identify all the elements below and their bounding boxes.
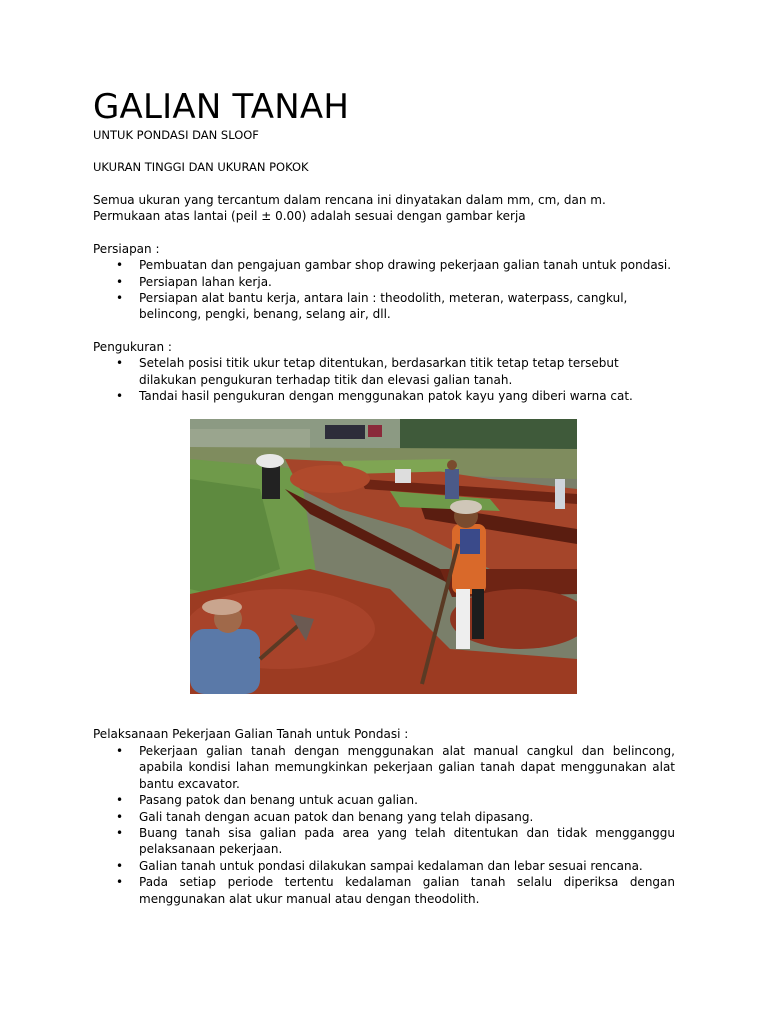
list-item: • Pada setiap periode tertentu kedalaman galian tanah selalu diperiksa dengan menggunakan alat ukur manual atau dengan theodolith. <box>116 875 675 906</box>
list-item: • Buang tanah sisa galian pada area yang telah ditentukan dan tidak mengganggu pelaksanaan pekerjaan. <box>116 825 675 857</box>
bullet-icon: • <box>116 743 124 758</box>
bullet-icon: • <box>116 858 124 873</box>
list-item: • Galian tanah untuk pondasi dilakukan sampai kedalaman dan lebar sesuai rencana. <box>116 858 643 873</box>
bullet-icon: • <box>116 389 124 404</box>
list-item: • Pembuatan dan pengajuan gambar shop drawing pekerjaan galian tanah untuk pondasi. <box>116 258 672 273</box>
persiapan-heading: Persiapan : <box>93 241 160 256</box>
intro-paragraph <box>93 192 675 225</box>
document-page <box>93 88 675 907</box>
pelaksanaan-heading: Pelaksanaan Pekerjaan Galian Tanah untuk Pondasi : <box>93 727 409 742</box>
list-item: • Setelah posisi titik ukur tetap ditentukan, berdasarkan titik tetap tetap tersebut dilakukan pengukuran terhadap titik dan elevasi galian tanah. <box>116 356 619 387</box>
list-item: • Gali tanah dengan acuan patok dan benang yang telah dipasang. <box>116 809 534 824</box>
excavation-photo-illustration <box>190 419 577 694</box>
size-heading: UKURAN TINGGI DAN UKURAN POKOK <box>93 160 309 174</box>
bullet-icon: • <box>116 793 124 808</box>
pengukuran-list <box>93 355 675 404</box>
document-title: GALIAN TANAH <box>93 87 350 127</box>
persiapan-list <box>93 257 675 323</box>
bullet-icon: • <box>116 809 124 824</box>
pelaksanaan-section <box>93 726 675 906</box>
bullet-icon: • <box>116 875 124 890</box>
document-subtitle: UNTUK PONDASI DAN SLOOF <box>93 128 259 142</box>
bullet-icon: • <box>116 356 124 371</box>
bullet-icon: • <box>116 258 124 273</box>
pengukuran-section <box>93 339 675 405</box>
bullet-icon: • <box>116 825 124 840</box>
list-item: • Pekerjaan galian tanah dengan menggunakan alat manual cangkul dan belincong, apabila kondisi lahan memungkinkan pekerjaan galian tanah dapat menggunakan alat bantu excavator. <box>116 743 675 791</box>
list-item: • Tandai hasil pengukuran dengan menggunakan patok kayu yang diberi warna cat. <box>116 389 633 404</box>
list-item: • Persiapan lahan kerja. <box>116 274 272 289</box>
pengukuran-heading: Pengukuran : <box>93 339 172 354</box>
persiapan-section <box>93 241 675 323</box>
list-item: • Persiapan alat bantu kerja, antara lain : theodolith, meteran, waterpass, cangkul, belincong, pengki, benang, selang air, dll. <box>116 291 628 322</box>
intro-line-1: Semua ukuran yang tercantum dalam rencana ini dinyatakan dalam mm, cm, dan m. <box>93 193 606 207</box>
excavation-photo <box>190 419 577 694</box>
bullet-icon: • <box>116 291 124 306</box>
list-item: • Pasang patok dan benang untuk acuan galian. <box>116 793 418 808</box>
pelaksanaan-list <box>93 743 675 907</box>
intro-line-2: Permukaan atas lantai (peil ± 0.00) adalah sesuai dengan gambar kerja <box>93 209 526 224</box>
bullet-icon: • <box>116 274 124 289</box>
